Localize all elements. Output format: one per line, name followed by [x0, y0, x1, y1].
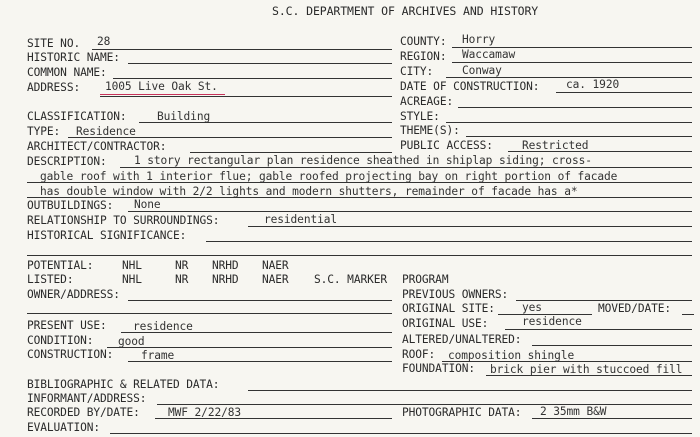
style-line	[446, 122, 692, 123]
common-name-label: COMMON NAME:	[27, 66, 107, 79]
potential-naer: NAER	[262, 259, 289, 272]
site-no-label: SITE NO.	[27, 37, 81, 50]
themes-label: THEME(S):	[400, 124, 460, 137]
present-use-value: residence	[133, 320, 193, 333]
owner-address-label: OWNER/ADDRESS:	[27, 288, 120, 301]
date-construction-line	[556, 92, 692, 93]
informant-label: INFORMANT/ADDRESS:	[27, 392, 147, 405]
acreage-label: ACREAGE:	[400, 95, 454, 108]
address-red-underline	[100, 94, 225, 95]
relationship-value: residential	[264, 213, 337, 226]
listed-nr: NR	[175, 273, 189, 286]
owner-address-line-2	[27, 313, 392, 314]
present-use-line	[121, 332, 392, 333]
owner-address-line-1	[128, 300, 392, 301]
condition-value: good	[118, 335, 145, 348]
listed-nrhd: NRHD	[212, 273, 239, 286]
date-construction-label: DATE OF CONSTRUCTION:	[400, 80, 540, 93]
description-rule-1	[120, 167, 692, 168]
roof-line	[442, 361, 692, 362]
original-use-line	[505, 329, 692, 330]
acreage-line	[458, 107, 692, 108]
construction-value: frame	[141, 349, 175, 362]
condition-line	[107, 347, 392, 348]
potential-nrhd: NRHD	[212, 259, 239, 272]
moved-date-line	[682, 314, 694, 315]
foundation-value: brick pier with stuccoed fill	[490, 363, 683, 376]
classification-value: Building	[157, 110, 211, 123]
historic-name-label: HISTORIC NAME:	[27, 51, 120, 64]
description-line-3: has double window with 2/2 lights and modern shutters, remainder of facade has a*	[40, 185, 578, 198]
construction-label: CONSTRUCTION:	[27, 348, 114, 361]
classification-label: CLASSIFICATION:	[27, 110, 127, 123]
recorded-line	[155, 418, 392, 419]
listed-naer: NAER	[262, 273, 289, 286]
outbuildings-line	[128, 211, 692, 212]
bibliographic-label: BIBLIOGRAPHIC & RELATED DATA:	[27, 378, 220, 391]
type-label: TYPE:	[27, 125, 61, 138]
architect-line	[190, 152, 392, 153]
listed-label: LISTED:	[27, 273, 74, 286]
foundation-line	[486, 375, 692, 376]
date-construction-value: ca. 1920	[566, 78, 620, 91]
description-rule-2	[27, 182, 692, 183]
moved-date-label: MOVED/DATE:	[598, 302, 671, 315]
altered-label: ALTERED/UNALTERED:	[402, 333, 522, 346]
potential-nhl: NHL	[122, 259, 142, 272]
type-value: Residence	[76, 125, 136, 138]
type-line	[68, 137, 392, 138]
potential-label: POTENTIAL:	[27, 259, 94, 272]
evaluation-label: EVALUATION:	[27, 421, 100, 434]
altered-line	[532, 345, 692, 346]
county-value: Horry	[462, 33, 496, 46]
recorded-value: MWF 2/22/83	[168, 406, 241, 419]
condition-label: CONDITION:	[27, 334, 94, 347]
recorded-label: RECORDED BY/DATE:	[27, 406, 140, 419]
themes-line	[466, 136, 692, 137]
foundation-label: FOUNDATION:	[402, 362, 475, 375]
region-value: Waccamaw	[462, 48, 516, 61]
relationship-line	[248, 226, 692, 227]
photographic-value: 2 35mm B&W	[540, 405, 607, 418]
common-name-line	[113, 78, 392, 79]
original-site-label: ORIGINAL SITE:	[402, 302, 495, 315]
potential-nr: NR	[175, 259, 189, 272]
program: PROGRAM	[402, 273, 449, 286]
informant-line	[157, 404, 692, 405]
address-line	[100, 96, 392, 97]
evaluation-line	[110, 433, 692, 434]
roof-label: ROOF:	[402, 348, 436, 361]
architect-label: ARCHITECT/CONTRACTOR:	[27, 140, 167, 153]
county-label: COUNTY:	[400, 35, 447, 48]
outbuildings-label: OUTBUILDINGS:	[27, 199, 114, 212]
city-label: CITY:	[400, 65, 434, 78]
style-label: STYLE:	[400, 110, 440, 123]
historic-name-line	[128, 63, 392, 64]
description-label: DESCRIPTION:	[27, 155, 107, 168]
original-site-value: yes	[522, 301, 542, 314]
previous-owners-label: PREVIOUS OWNERS:	[402, 288, 509, 301]
original-use-label: ORIGINAL USE:	[402, 317, 489, 330]
construction-line	[128, 361, 392, 362]
public-access-label: PUBLIC ACCESS:	[400, 139, 493, 152]
bibliographic-line	[248, 390, 692, 391]
description-rule-3	[27, 197, 692, 198]
relationship-label: RELATIONSHIP TO SURROUNDINGS:	[27, 214, 220, 227]
historical-significance-label: HISTORICAL SIGNIFICANCE:	[27, 229, 187, 242]
form-title: S.C. DEPARTMENT OF ARCHIVES AND HISTORY	[272, 4, 539, 18]
address-label: ADDRESS:	[27, 81, 81, 94]
present-use-label: PRESENT USE:	[27, 319, 107, 332]
classification-line	[139, 122, 392, 123]
public-access-line	[508, 151, 692, 152]
sc-marker: S.C. MARKER	[314, 273, 387, 286]
description-line-1: 1 story rectangular plan residence sheathed in shiplap siding; cross-	[134, 154, 592, 167]
photographic-label: PHOTOGRAPHIC DATA:	[402, 406, 522, 419]
photographic-line	[532, 418, 692, 419]
original-use-value: residence	[522, 315, 582, 328]
site-no-line	[92, 49, 392, 50]
region-label: REGION:	[400, 50, 447, 63]
historical-significance-line-1	[206, 241, 692, 242]
roof-value: composition shingle	[448, 349, 575, 362]
region-line	[452, 62, 692, 63]
address-value: 1005 Live Oak St.	[105, 80, 218, 93]
city-value: Conway	[462, 64, 502, 77]
listed-nhl: NHL	[122, 273, 142, 286]
description-line-2: gable roof with 1 interior flue; gable roofed projecting bay on right portion of facade	[40, 170, 618, 183]
public-access-value: Restricted	[522, 139, 589, 152]
previous-owners-line	[516, 300, 692, 301]
outbuildings-value: None	[134, 198, 161, 211]
site-no-value: 28	[97, 35, 111, 48]
historical-significance-line-2	[27, 255, 692, 256]
